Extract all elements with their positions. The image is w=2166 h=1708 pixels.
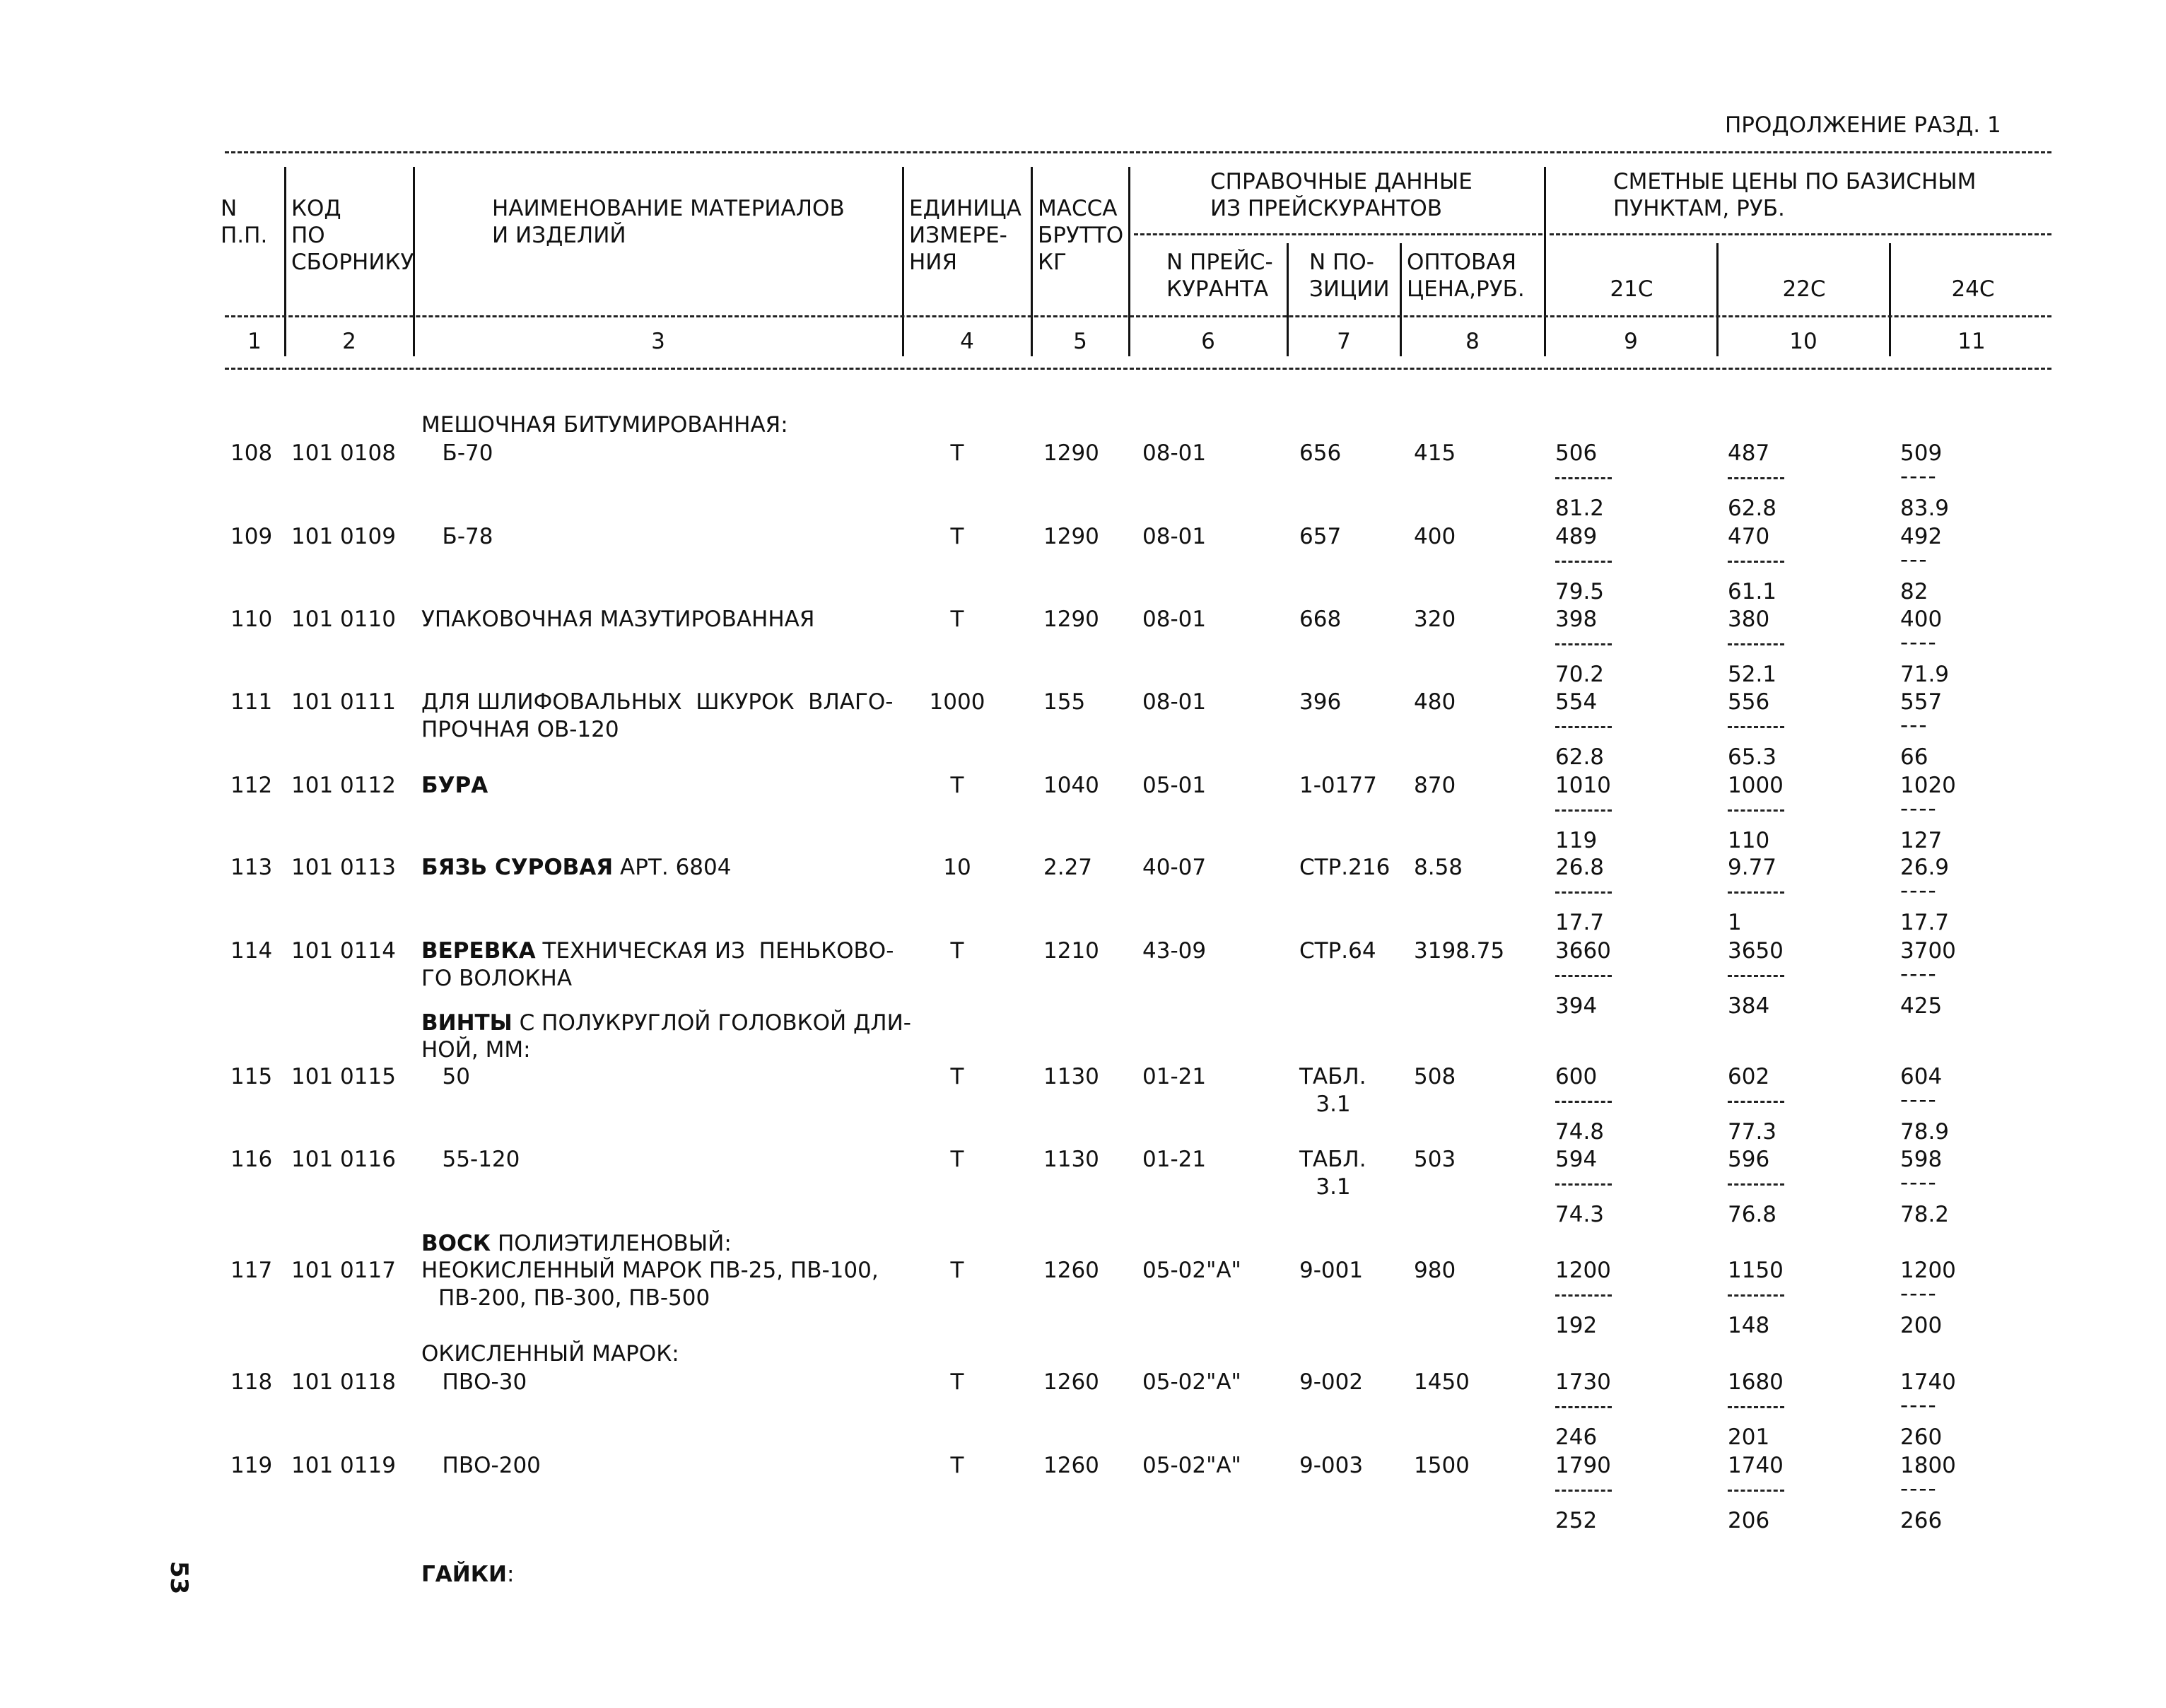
header-mass-1: МАССА (1038, 196, 1118, 221)
row-mass: 1040 (1043, 773, 1099, 798)
section-bold-screws: ВИНТЫ (421, 1010, 513, 1036)
row-position: 668 (1299, 607, 1342, 632)
header-np-1: N (221, 196, 238, 221)
price-fraction-bar (1728, 561, 1784, 563)
row-position-continued: 3.1 (1316, 1092, 1351, 1117)
price-p22-numerator: 1000 (1728, 773, 1784, 798)
section-label-wax-text: ПОЛИЭТИЛЕНОВЫЙ: (497, 1231, 732, 1256)
price-fraction-bar (1728, 891, 1784, 894)
row-unit: Т (950, 1064, 964, 1089)
header-ref-2: ИЗ ПРЕЙСКУРАНТОВ (1210, 196, 1443, 221)
header-prices-1: СМЕТНЫЕ ЦЕНЫ ПО БАЗИСНЫМ (1613, 169, 1977, 194)
header-colnum-rule (225, 315, 2051, 317)
price-fraction-bar (1555, 809, 1612, 812)
price-p22-numerator: 602 (1728, 1064, 1770, 1089)
price-p24-denominator: 82 (1900, 579, 1928, 604)
row-unit: Т (950, 1147, 964, 1172)
row-position: СТР.64 (1299, 938, 1376, 964)
price-p22-numerator: 380 (1728, 607, 1770, 632)
row-position: 9-002 (1299, 1369, 1364, 1395)
row-mass: 1260 (1043, 1369, 1099, 1395)
header-position-1: N ПО- (1309, 250, 1374, 275)
row-code: 101 0112 (291, 773, 396, 798)
row-position-continued: 3.1 (1316, 1174, 1351, 1200)
price-fraction-bar (1555, 726, 1612, 728)
row-unit: Т (950, 1453, 964, 1478)
row-name (421, 440, 493, 467)
row-price-list: 08-01 (1142, 689, 1207, 715)
price-p21-denominator: 74.8 (1555, 1119, 1605, 1145)
section-label-oxidized: ОКИСЛЕННЫЙ МАРОК: (421, 1341, 679, 1367)
row-code: 101 0119 (291, 1453, 396, 1478)
row-name (421, 1452, 541, 1480)
price-fraction-bar (1555, 891, 1612, 894)
price-p24-numerator: 3700 (1900, 938, 1956, 964)
price-p24-denominator: 200 (1900, 1313, 1943, 1338)
header-kod-3: СБОРНИКУ (291, 250, 414, 275)
row-name-text: Б-70 (421, 440, 493, 466)
row-position: ТАБЛ. (1299, 1064, 1366, 1089)
row-unit: 1000 (929, 689, 985, 715)
row-mass: 1260 (1043, 1258, 1099, 1283)
row-number: 115 (230, 1064, 273, 1089)
header-zone-24: 24С (1951, 276, 1995, 302)
price-p24-numerator: 598 (1900, 1147, 1943, 1172)
price-p21-denominator: 70.2 (1555, 662, 1605, 687)
price-fraction-bar (1555, 1101, 1612, 1103)
section-label-nuts-colon: : (506, 1562, 515, 1587)
price-p24-denominator: 78.9 (1900, 1119, 1950, 1145)
row-mass: 1290 (1043, 607, 1099, 632)
price-p21-numerator: 594 (1555, 1147, 1598, 1172)
colnum: 4 (960, 329, 974, 354)
row-code: 101 0115 (291, 1064, 396, 1089)
price-fraction-bar (1555, 1490, 1612, 1492)
row-code: 101 0114 (291, 938, 396, 964)
price-fraction-bar (1728, 643, 1784, 645)
row-number: 114 (230, 938, 273, 964)
price-p21-numerator: 506 (1555, 440, 1598, 466)
row-unit: Т (950, 773, 964, 798)
row-name-bold: ВЕРЕВКА (421, 938, 536, 964)
continuation-label: ПРОДОЛЖЕНИЕ РАЗД. 1 (1725, 112, 2001, 138)
price-p21-numerator: 26.8 (1555, 855, 1605, 880)
row-mass: 1260 (1043, 1453, 1099, 1478)
header-zone-21: 21С (1610, 276, 1653, 302)
table-top-rule (225, 151, 2051, 153)
price-p22-denominator: 61.1 (1728, 579, 1777, 604)
price-p22-denominator: 76.8 (1728, 1202, 1777, 1227)
price-p21-denominator: 81.2 (1555, 496, 1605, 521)
price-fraction-bar: ---- (1900, 1170, 1938, 1195)
row-unit: Т (950, 938, 964, 964)
row-name-text: Б-78 (421, 524, 493, 549)
row-position: ТАБЛ. (1299, 1147, 1366, 1172)
price-p22-numerator: 3650 (1728, 938, 1784, 964)
price-p22-numerator: 596 (1728, 1147, 1770, 1172)
header-mass-2: БРУТТО (1038, 223, 1124, 248)
price-p24-numerator: 1800 (1900, 1453, 1956, 1478)
price-p22-numerator: 9.77 (1728, 855, 1777, 880)
price-p21-numerator: 554 (1555, 689, 1598, 715)
price-p21-denominator: 79.5 (1555, 579, 1605, 604)
row-mass: 1290 (1043, 524, 1099, 549)
row-number: 111 (230, 689, 273, 715)
header-wholesale-2: ЦЕНА,РУБ. (1407, 276, 1525, 302)
colnum: 2 (342, 329, 356, 354)
row-name (421, 1146, 520, 1174)
row-unit: Т (950, 524, 964, 549)
price-p24-numerator: 1200 (1900, 1258, 1956, 1283)
price-p24-numerator: 26.9 (1900, 855, 1950, 880)
row-name (421, 772, 488, 800)
price-p22-numerator: 1740 (1728, 1453, 1784, 1478)
row-unit: Т (950, 1369, 964, 1395)
header-mass-3: КГ (1038, 250, 1067, 275)
row-mass: 2.27 (1043, 855, 1093, 880)
row-name (421, 937, 894, 965)
price-p22-denominator: 206 (1728, 1508, 1770, 1533)
section-label-wax (421, 1230, 732, 1258)
header-name-1: НАИМЕНОВАНИЕ МАТЕРИАЛОВ (492, 196, 845, 221)
price-fraction-bar (1728, 1406, 1784, 1408)
row-wholesale-price: 1450 (1414, 1369, 1470, 1395)
header-wholesale-1: ОПТОВАЯ (1407, 250, 1517, 275)
row-mass: 1290 (1043, 440, 1099, 466)
price-p24-numerator: 604 (1900, 1064, 1943, 1089)
header-bottom-rule (225, 368, 2051, 370)
price-p21-numerator: 398 (1555, 607, 1598, 632)
price-fraction-bar: --- (1900, 547, 1928, 573)
section-label-bags: МЕШОЧНАЯ БИТУМИРОВАННАЯ: (421, 412, 788, 438)
section-bold-wax: ВОСК (421, 1231, 491, 1256)
row-wholesale-price: 3198.75 (1414, 938, 1505, 964)
section-label-screws-text: С ПОЛУКРУГЛОЙ ГОЛОВКОЙ ДЛИ- (519, 1010, 911, 1036)
row-wholesale-price: 503 (1414, 1147, 1456, 1172)
colnum: 9 (1624, 329, 1638, 354)
row-price-list: 05-01 (1142, 773, 1207, 798)
row-name-text: НЕОКИСЛЕННЫЙ МАРОК ПВ-25, ПВ-100, (421, 1258, 879, 1283)
row-price-list: 01-21 (1142, 1147, 1207, 1172)
price-p22-denominator: 110 (1728, 828, 1770, 853)
price-p24-denominator: 425 (1900, 993, 1943, 1019)
price-fraction-bar (1555, 643, 1612, 645)
row-position: 657 (1299, 524, 1342, 549)
price-fraction-bar: --- (1900, 713, 1928, 738)
row-name-text: ПВО-200 (421, 1453, 541, 1478)
row-wholesale-price: 1500 (1414, 1453, 1470, 1478)
row-position: 656 (1299, 440, 1342, 466)
row-unit: Т (950, 1258, 964, 1283)
colnum: 5 (1073, 329, 1087, 354)
row-price-list: 05-02"А" (1142, 1453, 1241, 1478)
row-unit: Т (950, 440, 964, 466)
row-price-list: 08-01 (1142, 607, 1207, 632)
header-position-2: ЗИЦИИ (1309, 276, 1390, 302)
price-fraction-bar (1555, 1183, 1612, 1186)
price-p24-denominator: 71.9 (1900, 662, 1950, 687)
price-p24-denominator: 83.9 (1900, 496, 1950, 521)
row-position: 1-0177 (1299, 773, 1377, 798)
price-p21-numerator: 489 (1555, 524, 1598, 549)
price-p24-denominator: 127 (1900, 828, 1943, 853)
price-p24-numerator: 509 (1900, 440, 1943, 466)
row-price-list: 40-07 (1142, 855, 1207, 880)
price-p22-denominator: 62.8 (1728, 496, 1777, 521)
price-fraction-bar: ---- (1900, 1393, 1938, 1418)
price-p22-numerator: 1150 (1728, 1258, 1784, 1283)
colnum: 6 (1201, 329, 1215, 354)
row-number: 118 (230, 1369, 273, 1395)
row-name-text: УПАКОВОЧНАЯ МАЗУТИРОВАННАЯ (421, 607, 815, 632)
section-label-nuts (421, 1561, 514, 1589)
row-price-list: 05-02"А" (1142, 1369, 1241, 1395)
row-position: 396 (1299, 689, 1342, 715)
row-wholesale-price: 415 (1414, 440, 1456, 466)
header-np-2: П.П. (221, 223, 268, 248)
section-bold-nuts: ГАЙКИ (421, 1562, 507, 1587)
price-p24-denominator: 78.2 (1900, 1202, 1950, 1227)
row-number: 113 (230, 855, 273, 880)
price-fraction-bar: ---- (1900, 878, 1938, 903)
price-p24-numerator: 557 (1900, 689, 1943, 715)
price-p21-numerator: 600 (1555, 1064, 1598, 1089)
row-price-list: 08-01 (1142, 524, 1207, 549)
row-wholesale-price: 400 (1414, 524, 1456, 549)
row-mass: 1130 (1043, 1147, 1099, 1172)
row-number: 116 (230, 1147, 273, 1172)
price-fraction-bar: ---- (1900, 1281, 1938, 1306)
header-prices-2: ПУНКТАМ, РУБ. (1613, 196, 1785, 221)
row-name-continued: ПВ-200, ПВ-300, ПВ-500 (438, 1285, 710, 1311)
row-name-text: ПВО-30 (421, 1369, 527, 1395)
price-p21-denominator: 119 (1555, 828, 1598, 853)
row-name-text: 55-120 (421, 1147, 520, 1172)
price-fraction-bar: ---- (1900, 464, 1938, 489)
row-name-bold: БЯЗЬ СУРОВАЯ (421, 855, 614, 880)
row-name (421, 689, 893, 716)
price-p22-denominator: 52.1 (1728, 662, 1777, 687)
header-name-2: И ИЗДЕЛИЙ (492, 223, 626, 248)
row-code: 101 0118 (291, 1369, 396, 1395)
row-name-bold: БУРА (421, 773, 488, 798)
colnum: 3 (651, 329, 665, 354)
price-p24-numerator: 1740 (1900, 1369, 1956, 1395)
price-fraction-bar (1555, 1406, 1612, 1408)
price-fraction-bar (1728, 1490, 1784, 1492)
row-name (421, 854, 731, 882)
row-mass: 1210 (1043, 938, 1099, 964)
section-label-screws (421, 1010, 911, 1037)
row-code: 101 0111 (291, 689, 396, 715)
row-mass: 155 (1043, 689, 1086, 715)
price-p22-numerator: 1680 (1728, 1369, 1784, 1395)
price-p21-numerator: 3660 (1555, 938, 1611, 964)
header-ref-rule (1134, 233, 1542, 235)
page-number: 53 (165, 1561, 193, 1595)
row-unit: Т (950, 607, 964, 632)
header-unit-3: НИЯ (909, 250, 958, 275)
price-p22-numerator: 556 (1728, 689, 1770, 715)
price-fraction-bar (1728, 1101, 1784, 1103)
price-p22-denominator: 77.3 (1728, 1119, 1777, 1145)
price-p24-denominator: 266 (1900, 1508, 1943, 1533)
row-name (421, 1369, 527, 1396)
price-fraction-bar (1555, 1294, 1612, 1297)
price-p22-denominator: 65.3 (1728, 744, 1777, 770)
price-fraction-bar (1728, 1183, 1784, 1186)
row-code: 101 0113 (291, 855, 396, 880)
row-code: 101 0110 (291, 607, 396, 632)
price-p21-denominator: 192 (1555, 1313, 1598, 1338)
row-wholesale-price: 508 (1414, 1064, 1456, 1089)
price-p21-denominator: 246 (1555, 1425, 1598, 1450)
price-p22-numerator: 470 (1728, 524, 1770, 549)
price-p24-numerator: 492 (1900, 524, 1943, 549)
price-fraction-bar: ---- (1900, 961, 1938, 987)
price-p22-denominator: 201 (1728, 1425, 1770, 1450)
price-fraction-bar (1728, 726, 1784, 728)
row-name-text: ТЕХНИЧЕСКАЯ ИЗ ПЕНЬКОВО- (535, 938, 894, 964)
row-name-text: ДЛЯ ШЛИФОВАЛЬНЫХ ШКУРОК ВЛАГО- (421, 689, 894, 715)
price-p22-numerator: 487 (1728, 440, 1770, 466)
price-p21-denominator: 394 (1555, 993, 1598, 1019)
row-number: 108 (230, 440, 273, 466)
price-p21-numerator: 1010 (1555, 773, 1611, 798)
header-pricelist-1: N ПРЕЙС- (1166, 250, 1273, 275)
header-unit-1: ЕДИНИЦА (909, 196, 1021, 221)
price-fraction-bar: ---- (1900, 630, 1938, 655)
header-kod-2: ПО (291, 223, 325, 248)
price-p21-numerator: 1790 (1555, 1453, 1611, 1478)
row-name-text: 50 (421, 1064, 471, 1089)
colnum: 10 (1789, 329, 1817, 354)
row-name (421, 523, 493, 551)
price-fraction-bar (1555, 975, 1612, 977)
price-fraction-bar (1728, 1294, 1784, 1297)
price-p24-denominator: 66 (1900, 744, 1928, 770)
row-wholesale-price: 480 (1414, 689, 1456, 715)
row-name-continued: ПРОЧНАЯ ОВ-120 (421, 717, 619, 742)
price-p22-denominator: 384 (1728, 993, 1770, 1019)
price-fraction-bar: ---- (1900, 1476, 1938, 1502)
row-wholesale-price: 320 (1414, 607, 1456, 632)
row-unit: 10 (943, 855, 971, 880)
row-price-list: 43-09 (1142, 938, 1207, 964)
row-name (421, 1063, 470, 1091)
price-fraction-bar (1728, 477, 1784, 479)
header-ref-1: СПРАВОЧНЫЕ ДАННЫЕ (1210, 169, 1473, 194)
header-unit-2: ИЗМЕРЕ- (909, 223, 1007, 248)
row-code: 101 0108 (291, 440, 396, 466)
row-wholesale-price: 980 (1414, 1258, 1456, 1283)
row-number: 119 (230, 1453, 273, 1478)
row-price-list: 05-02"А" (1142, 1258, 1241, 1283)
row-name (421, 606, 814, 633)
price-p21-denominator: 74.3 (1555, 1202, 1605, 1227)
price-p21-denominator: 252 (1555, 1508, 1598, 1533)
row-code: 101 0117 (291, 1258, 396, 1283)
row-number: 117 (230, 1258, 273, 1283)
price-p24-numerator: 1020 (1900, 773, 1956, 798)
price-p24-denominator: 260 (1900, 1425, 1943, 1450)
section-label-screws-2: НОЙ, ММ: (421, 1037, 531, 1063)
header-pricelist-2: КУРАНТА (1166, 276, 1269, 302)
price-p21-numerator: 1730 (1555, 1369, 1611, 1395)
row-name-continued: ГО ВОЛОКНА (421, 966, 573, 991)
price-fraction-bar (1728, 809, 1784, 812)
row-name (421, 1257, 879, 1285)
row-number: 112 (230, 773, 273, 798)
price-p22-denominator: 148 (1728, 1313, 1770, 1338)
header-kod-1: КОД (291, 196, 341, 221)
price-fraction-bar: ---- (1900, 1087, 1938, 1113)
price-p22-denominator: 1 (1728, 910, 1742, 935)
row-position: СТР.216 (1299, 855, 1391, 880)
row-mass: 1130 (1043, 1064, 1099, 1089)
price-fraction-bar (1555, 561, 1612, 563)
row-number: 109 (230, 524, 273, 549)
header-prices-rule (1550, 233, 2051, 235)
row-position: 9-001 (1299, 1258, 1364, 1283)
colnum: 8 (1465, 329, 1480, 354)
price-p21-denominator: 62.8 (1555, 744, 1605, 770)
price-p21-denominator: 17.7 (1555, 910, 1605, 935)
colnum: 7 (1337, 329, 1351, 354)
colnum: 1 (247, 329, 262, 354)
price-p21-numerator: 1200 (1555, 1258, 1611, 1283)
row-code: 101 0116 (291, 1147, 396, 1172)
row-wholesale-price: 8.58 (1414, 855, 1463, 880)
price-p24-denominator: 17.7 (1900, 910, 1950, 935)
price-fraction-bar: ---- (1900, 796, 1938, 821)
price-fraction-bar (1728, 975, 1784, 977)
row-code: 101 0109 (291, 524, 396, 549)
row-price-list: 08-01 (1142, 440, 1207, 466)
row-number: 110 (230, 607, 273, 632)
price-p24-numerator: 400 (1900, 607, 1943, 632)
row-name-text: АРТ. 6804 (613, 855, 732, 880)
header-zone-22: 22С (1782, 276, 1826, 302)
row-wholesale-price: 870 (1414, 773, 1456, 798)
row-price-list: 01-21 (1142, 1064, 1207, 1089)
price-fraction-bar (1555, 477, 1612, 479)
colnum: 11 (1957, 329, 1986, 354)
row-position: 9-003 (1299, 1453, 1364, 1478)
